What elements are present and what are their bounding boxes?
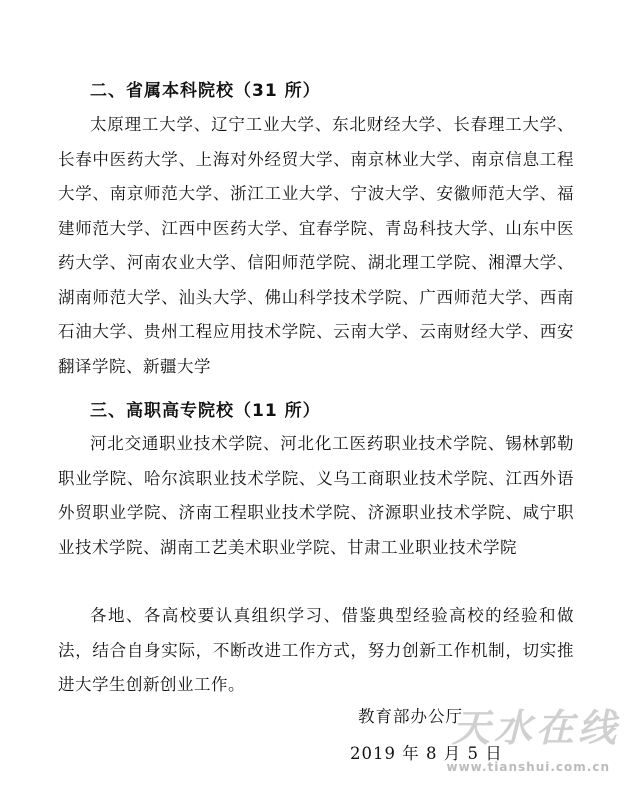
section-heading-vocational-colleges: 三、高职高专院校（11 所） (90, 401, 321, 421)
section-heading-provincial-universities: 二、省属本科院校（31 所） (90, 81, 321, 101)
closing-paragraph: 各地、各高校要认真组织学习、借鉴典型经验高校的经验和做法，结合自身实际，不断改进工作方式，努力创新工作机制，切实推进大学生创新创业工作。 (58, 606, 574, 694)
signature-date: 2019 年 8 月 5 日 (350, 744, 503, 763)
site-watermark-url: www.tianshui.com.cn (446, 760, 610, 774)
site-watermark: 天水在线 (451, 706, 620, 750)
signature-organization: 教育部办公厅 (358, 707, 463, 726)
provincial-universities-list: 太原理工大学、辽宁工业大学、东北财经大学、长春理工大学、长春中医药大学、上海对外经贸大学、南京林业大学、南京信息工程大学、南京师范大学、浙江工业大学、宁波大学、安徽师范大学、福建师范大学、江西中医药大学、宜春学院、青岛科技大学、山东中医药大学、河南农业大学、信阳师范学院、湖北理工学院、湘潭大学、湖南师范大学、汕头大学、佛山科学技术学院、广西师范大学、西南石油大学、贵州工程应用技术学院、云南大学、云南财经大学、西安翻译学院、新疆大学 (58, 115, 574, 376)
vocational-colleges-list: 河北交通职业技术学院、河北化工医药职业技术学院、锡林郭勒职业学院、哈尔滨职业技术学院、义乌工商职业技术学院、江西外语外贸职业学院、济南工程职业技术学院、济源职业技术学院、咸宁职业技术学院、湖南工艺美术职业学院、甘肃工业职业技术学院 (58, 434, 574, 557)
